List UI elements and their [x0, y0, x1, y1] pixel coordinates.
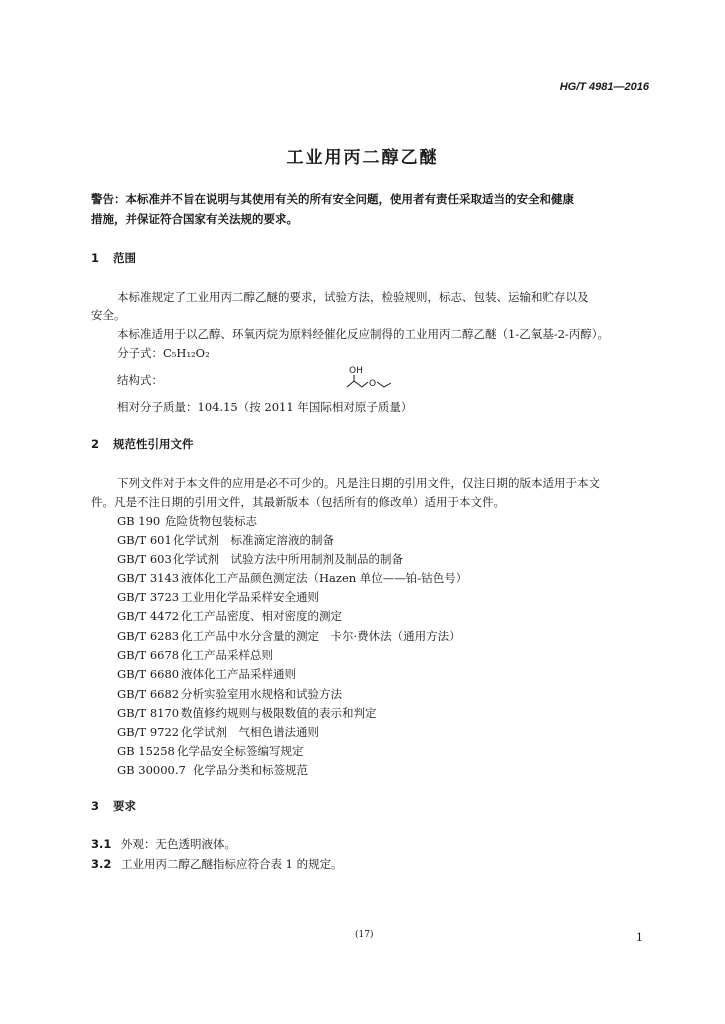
reference-code: GB/T 6678: [117, 648, 180, 662]
requirement-item: [91, 836, 236, 852]
reference-title: 液体化工产品采样通则: [181, 667, 296, 681]
section-title: 规范性引用文件: [113, 437, 194, 451]
molar-mass: 相对分子质量：104.15（按 2011 年国际相对原子质量）: [117, 400, 413, 414]
reference-item: [117, 513, 257, 529]
clause-number: 3.1: [91, 837, 112, 851]
clause-text: 工业用丙二醇乙醚指标应符合表 1 的规定。: [121, 857, 343, 871]
reference-title: 化学试剂 试验方法中所用制剂及制品的制备: [173, 552, 403, 566]
reference-code: GB 190: [117, 514, 161, 528]
normative-intro-line2: 件。凡是不注日期的引用文件，其最新版本（包括所有的修改单）适用于本文件。: [91, 495, 505, 509]
reference-code: GB/T 3143: [117, 571, 180, 585]
document-title: 工业用丙二醇乙醚: [286, 148, 439, 168]
reference-item: [117, 724, 319, 740]
scope-para2: 本标准适用于以乙醇、环氧丙烷为原料经催化反应制得的工业用丙二醇乙醚（1-乙氧基-2-丙醇）。: [117, 327, 610, 341]
scope-para1-line2: 安全。: [91, 308, 126, 322]
structural-formula-diagram: [346, 364, 410, 396]
reference-title: 液体化工产品颜色测定法（Hazen 单位——铂-钴色号）: [181, 571, 468, 585]
warning-line-1: 警告：本标准并不旨在说明与其使用有关的所有安全问题，使用者有责任采取适当的安全和健康: [91, 192, 574, 206]
standard-code: HG/T 4981—2016: [559, 81, 649, 93]
warning-line-2: 措施，并保证符合国家有关法规的要求。: [91, 212, 298, 226]
section-3-heading: [91, 798, 136, 814]
reference-title: 化工产品采样总则: [181, 648, 273, 662]
reference-item: [117, 570, 467, 586]
clause-text: 外观：无色透明液体。: [121, 837, 236, 851]
page-number: 1: [636, 931, 643, 944]
reference-code: GB/T 601: [117, 533, 172, 547]
reference-title: 化工产品中水分含量的测定 卡尔·费休法（通用方法）: [181, 629, 461, 643]
reference-item: [117, 551, 403, 567]
section-title: 范围: [113, 251, 136, 265]
reference-item: [117, 628, 461, 644]
reference-code: GB/T 6283: [117, 629, 180, 643]
page-footer-label: (17): [355, 930, 374, 940]
section-2-heading: [91, 436, 194, 452]
reference-item: [117, 608, 342, 624]
reference-title: 危险货物包装标志: [165, 514, 257, 528]
reference-title: 化学试剂 气相色谱法通则: [181, 725, 319, 739]
reference-code: GB 15258: [117, 744, 175, 758]
reference-item: [117, 705, 377, 721]
molecular-formula: 分子式：C₅H₁₂O₂: [117, 346, 210, 360]
reference-item: [117, 762, 308, 778]
reference-code: GB/T 8170: [117, 706, 180, 720]
section-number: 2: [91, 437, 100, 451]
hydroxyl-label: OH: [349, 366, 363, 376]
reference-code: GB/T 6680: [117, 667, 180, 681]
structure-label: 结构式：: [117, 373, 163, 387]
clause-number: 3.2: [91, 857, 112, 871]
reference-title: 化学品安全标签编写规定: [177, 744, 304, 758]
reference-code: GB/T 603: [117, 552, 172, 566]
reference-code: GB 30000.7: [117, 763, 186, 777]
reference-title: 分析实验室用水规格和试验方法: [181, 687, 342, 701]
section-number: 1: [91, 251, 100, 265]
requirement-item: [91, 856, 343, 872]
reference-code: GB/T 6682: [117, 687, 180, 701]
section-title: 要求: [113, 799, 136, 813]
reference-title: 化学试剂 标准滴定溶液的制备: [173, 533, 334, 547]
reference-title: 化学品分类和标签规范: [193, 763, 308, 777]
reference-title: 数值修约规则与极限数值的表示和判定: [181, 706, 377, 720]
reference-item: [117, 532, 334, 548]
reference-item: [117, 589, 319, 605]
reference-title: 工业用化学品采样安全通则: [181, 590, 319, 604]
section-1-heading: [91, 250, 136, 266]
ether-oxygen-label: O: [369, 379, 377, 389]
reference-code: GB/T 4472: [117, 609, 180, 623]
reference-item: [117, 666, 296, 682]
reference-item: [117, 743, 304, 759]
reference-item: [117, 686, 342, 702]
reference-code: GB/T 3723: [117, 590, 180, 604]
reference-title: 化工产品密度、相对密度的测定: [181, 609, 342, 623]
normative-intro-line1: 下列文件对于本文件的应用是必不可少的。凡是注日期的引用文件，仅注日期的版本适用于本文: [117, 476, 600, 490]
section-number: 3: [91, 799, 100, 813]
reference-code: GB/T 9722: [117, 725, 180, 739]
scope-para1-line1: 本标准规定了工业用丙二醇乙醚的要求，试验方法，检验规则，标志、包装、运输和贮存以及: [117, 290, 589, 304]
reference-item: [117, 647, 273, 663]
